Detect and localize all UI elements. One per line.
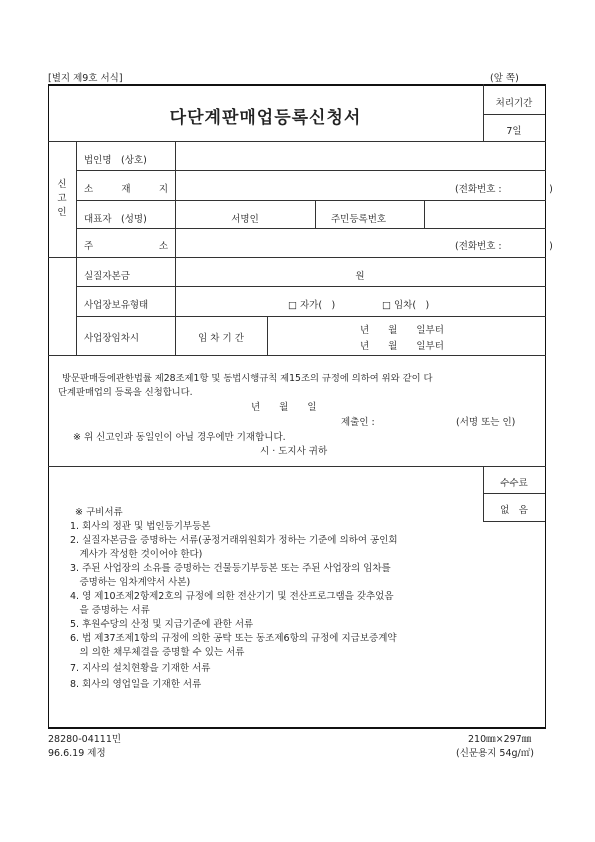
form-code: 28280-04111민: [48, 734, 122, 745]
submitter-label: 제출인 :: [341, 417, 375, 428]
document-item: 7. 지사의 설치현황을 기재한 서류: [70, 663, 211, 674]
fee-value: 없 음: [500, 505, 528, 516]
processing-period-label: 처리기간: [495, 98, 533, 109]
applicant-group-label: 신 고 인: [57, 179, 67, 218]
paper-size: 210㎜×297㎜: [468, 734, 532, 745]
lease-option-checkbox[interactable]: □ 임차( ): [382, 300, 430, 311]
corp-name-label: 법인명 (상호): [84, 155, 147, 166]
document-item: 증명하는 임차계약서 사본): [70, 577, 191, 588]
document-item: 4. 영 제10조제2항제2호의 규정에 의한 전산기기 및 전산프로그램을 갖추었음: [70, 591, 394, 602]
home-address-label: [84, 238, 168, 252]
home-address-field[interactable]: [178, 232, 448, 254]
statement-note: ※ 위 신고인과 동일인이 아닐 경우에만 기재합니다.: [73, 432, 286, 443]
address-label-char: 재: [121, 184, 131, 195]
document-item: 2. 실질자본금을 증명하는 서류(공정거래위원회가 정하는 기준에 의하여 공인회: [70, 535, 398, 546]
page-side-label: (앞 쪽): [490, 73, 519, 84]
address-field[interactable]: [178, 174, 448, 196]
form-title: 다단계판매업등록신청서: [169, 108, 362, 128]
lease-period-label: 사업장임차시: [84, 333, 140, 344]
resident-number-label: 주민등록번호: [331, 214, 387, 225]
signature-label: 서명인: [231, 214, 259, 225]
enactment-date: 96.6.19 제정: [48, 748, 106, 759]
address-label-char: 소: [84, 184, 94, 195]
documents-title: ※ 구비서류: [75, 507, 123, 518]
lease-term-label: 임 차 기 간: [198, 333, 244, 344]
sign-label: (서명 또는 인): [456, 417, 516, 428]
capital-unit: 원: [355, 271, 365, 282]
statement-date: 년 월 일: [251, 402, 317, 413]
home-phone-label: (전화번호 : ): [455, 241, 553, 252]
processing-period-value: 7일: [506, 126, 522, 137]
addressee: 시 · 도지사 귀하: [260, 446, 328, 457]
own-option-checkbox[interactable]: □ 자가( ): [288, 300, 336, 311]
representative-label: 대표자 (성명): [84, 214, 147, 225]
lease-from: 년 월 일부터: [360, 325, 444, 336]
document-item: 6. 법 제37조제1항의 규정에 의한 공탁 또는 동조제6항의 규정에 지급보증계약: [70, 633, 397, 644]
home-address-label-char: 소: [158, 241, 168, 252]
capital-label: 실질자본금: [84, 271, 130, 282]
lease-to: 년 월 일부터: [360, 341, 444, 352]
address-label-char: 지: [158, 184, 168, 195]
statement-line-2: 단계판매업의 등록을 신청합니다.: [58, 387, 193, 398]
paper-type: (신문용지 54g/㎡): [456, 748, 534, 759]
form-number: [별지 제9호 서식]: [48, 73, 123, 84]
document-item: 5. 후원수당의 산정 및 지급기준에 관한 서류: [70, 619, 254, 630]
home-address-label-char: 주: [84, 241, 94, 252]
fee-label: 수수료: [500, 478, 528, 489]
ownership-label: 사업장보유형태: [84, 300, 149, 311]
document-item: 1. 회사의 정관 및 법인등기부등본: [70, 521, 211, 532]
phone-label: (전화번호 : ): [455, 184, 553, 195]
document-item: 8. 회사의 영업일을 기재한 서류: [70, 679, 202, 690]
document-item: 의 의한 채무체결을 증명할 수 있는 서류: [70, 647, 245, 658]
document-item: 계사가 작성한 것이어야 한다): [70, 549, 203, 560]
corp-name-field[interactable]: [178, 145, 542, 167]
document-item: 을 증명하는 서류: [70, 605, 150, 616]
statement-line-1: 방문판매등에관한법률 제28조제1항 및 동법시행규칙 제15조의 규정에 의하여 위와 같이 다: [62, 373, 433, 384]
address-label: [84, 181, 168, 195]
document-item: 3. 주된 사업장의 소유를 증명하는 건물등기부등본 또는 주된 사업장의 임차를: [70, 563, 391, 574]
resident-number-field[interactable]: [427, 203, 542, 225]
